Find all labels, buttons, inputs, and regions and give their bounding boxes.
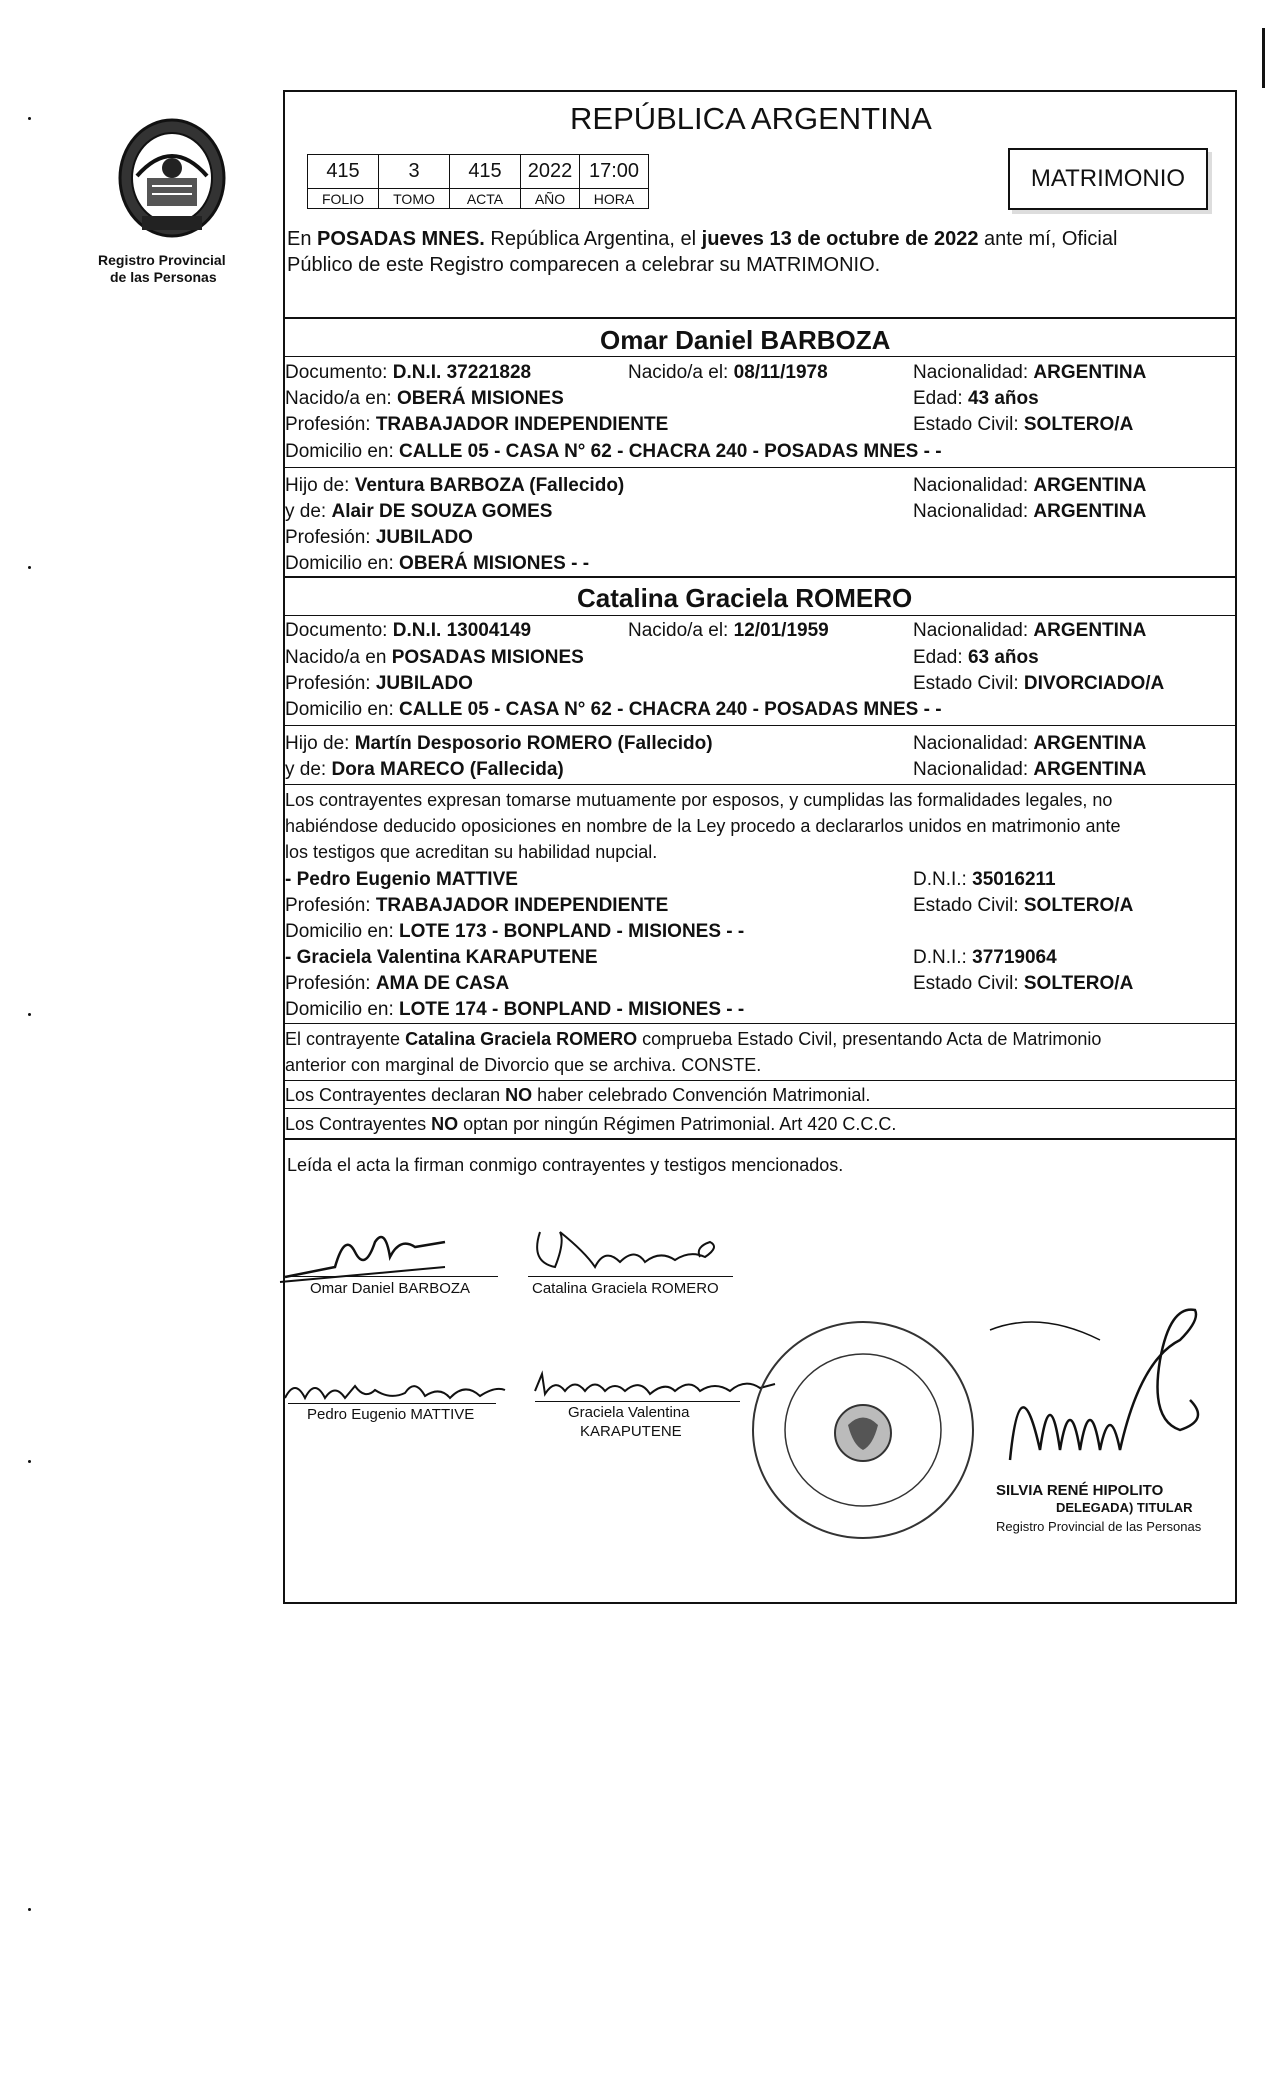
acta-value: 415 [450,155,521,189]
party2-name: Catalina Graciela ROMERO [577,583,913,613]
party1-name: Omar Daniel BARBOZA [600,325,891,355]
acta-label: ACTA [450,189,521,209]
divider [283,1023,1237,1024]
year-label: AÑO [521,189,580,209]
official-signature [980,1300,1210,1500]
declaration-line-2: habiéndose deducido oposiciones en nombre de la Ley procedo a declararlos unidos en matrimonio ante [285,816,1121,836]
signature-label-karaputene-2: KARAPUTENE [580,1423,682,1440]
hour-label: HORA [580,189,649,209]
signature-line [535,1401,740,1402]
year-value: 2022 [521,155,580,189]
witness1-name: - Pedro Eugenio MATTIVE [285,869,518,890]
divorce-note-line-2: anterior con marginal de Divorcio que se archiva. CONSTE. [285,1055,762,1075]
party1-prof: Profesión: TRABAJADOR INDEPENDIENTE [285,414,669,435]
country-title: REPÚBLICA ARGENTINA [570,101,932,136]
party1-age: Edad: 43 años [913,388,1039,409]
signature-label-romero: Catalina Graciela ROMERO [532,1280,719,1297]
intro-line-1: En POSADAS MNES. República Argentina, el jueves 13 de octubre de 2022 ante mí, Oficial [287,228,1118,250]
official-org: Registro Provincial de las Personas [996,1519,1202,1534]
party1-mother: y de: Alair DE SOUZA GOMES [285,501,553,522]
witness1-prof: Profesión: TRABAJADOR INDEPENDIENTE [285,895,669,916]
party1-father-nat: Nacionalidad: ARGENTINA [913,475,1147,496]
party2-nat: Nacionalidad: ARGENTINA [913,620,1147,641]
party2-mother-nat: Nacionalidad: ARGENTINA [913,759,1147,780]
party2-mother: y de: Dora MARECO (Fallecida) [285,759,564,780]
margin-dot [28,117,31,120]
declaration-line-1: Los contrayentes expresan tomarse mutuamente por esposos, y cumplidas las formalidades legales, no [285,790,1113,810]
signature-label-mattive: Pedro Eugenio MATTIVE [307,1406,475,1423]
tomo-value: 3 [379,155,450,189]
act-type-box: MATRIMONIO [1008,148,1208,210]
party1-parent-addr: Domicilio en: OBERÁ MISIONES - - [285,553,590,574]
tomo-label: TOMO [379,189,450,209]
party2-father-nat: Nacionalidad: ARGENTINA [913,733,1147,754]
intro-line-2: Público de este Registro comparecen a celebrar su MATRIMONIO. [287,254,881,276]
signature-label-karaputene-1: Graciela Valentina [568,1404,690,1421]
witness1-addr: Domicilio en: LOTE 173 - BONPLAND - MISIONES - - [285,921,745,942]
divider [283,784,1237,785]
party1-civil: Estado Civil: SOLTERO/A [913,414,1134,435]
registry-table [307,154,649,209]
divider [283,615,1237,616]
divider [283,467,1237,468]
divorce-note-line-1: El contrayente Catalina Graciela ROMERO comprueba Estado Civil, presentando Acta de Matrimonio [285,1029,1102,1049]
party1-father: Hijo de: Ventura BARBOZA (Fallecido) [285,475,625,496]
margin-dot [28,566,31,569]
official-title: DELEGADA) TITULAR [1056,1500,1193,1515]
witness1-civil: Estado Civil: SOLTERO/A [913,895,1134,916]
folio-value: 415 [308,155,379,189]
signature-line [288,1403,496,1404]
folio-label: FOLIO [308,189,379,209]
witness2-civil: Estado Civil: SOLTERO/A [913,973,1134,994]
logo-label-2: de las Personas [110,269,217,285]
divider [283,356,1237,357]
margin-dot [28,1908,31,1911]
party1-mother-nat: Nacionalidad: ARGENTINA [913,501,1147,522]
hour-value: 17:00 [580,155,649,189]
party1-birth: Nacido/a el: 08/11/1978 [628,362,828,383]
divider [283,1108,1237,1109]
party2-father: Hijo de: Martín Desposorio ROMERO (Fallecido) [285,733,713,754]
divider [283,725,1237,726]
party1-born-in: Nacido/a en: OBERÁ MISIONES [285,388,564,409]
party1-parent-prof: Profesión: JUBILADO [285,527,473,548]
witness2-name: - Graciela Valentina KARAPUTENE [285,947,598,968]
party2-prof: Profesión: JUBILADO [285,673,473,694]
signature-romero [525,1222,725,1282]
margin-dot [28,1460,31,1463]
signature-line [285,1276,498,1277]
divider [283,1080,1237,1081]
party2-civil: Estado Civil: DIVORCIADO/A [913,673,1165,694]
witness2-dni: D.N.I.: 37719064 [913,947,1057,968]
regime-line: Los Contrayentes NO optan por ningún Régimen Patrimonial. Art 420 C.C.C. [285,1114,897,1134]
party1-addr: Domicilio en: CALLE 05 - CASA N° 62 - CHACRA 240 - POSADAS MNES - - [285,441,942,462]
party2-born-in: Nacido/a en POSADAS MISIONES [285,647,584,668]
party2-birth: Nacido/a el: 12/01/1959 [628,620,829,641]
witness2-prof: Profesión: AMA DE CASA [285,973,510,994]
province-logo [112,116,232,246]
margin-bar [1262,28,1265,88]
convention-line: Los Contrayentes declaran NO haber celebrado Convención Matrimonial. [285,1085,871,1105]
witness2-addr: Domicilio en: LOTE 174 - BONPLAND - MISIONES - - [285,999,745,1020]
official-name: SILVIA RENÉ HIPOLITO [996,1482,1164,1499]
divider [283,317,1237,319]
witness1-dni: D.N.I.: 35016211 [913,869,1056,890]
divider [283,1138,1237,1140]
party1-nat: Nacionalidad: ARGENTINA [913,362,1147,383]
party2-doc: Documento: D.N.I. 13004149 [285,620,532,641]
signature-karaputene [530,1366,780,1406]
party2-age: Edad: 63 años [913,647,1039,668]
margin-dot [28,1013,31,1016]
signature-label-barboza: Omar Daniel BARBOZA [310,1280,471,1297]
divider [283,576,1237,578]
official-seal [748,1315,978,1545]
logo-label-1: Registro Provincial [98,252,226,268]
declaration-line-3: los testigos que acreditan su habilidad nupcial. [285,842,658,862]
party1-doc: Documento: D.N.I. 37221828 [285,362,532,383]
read-statement: Leída el acta la firman conmigo contrayentes y testigos mencionados. [287,1155,844,1175]
signature-line [528,1276,733,1277]
party2-addr: Domicilio en: CALLE 05 - CASA N° 62 - CHACRA 240 - POSADAS MNES - - [285,699,942,720]
